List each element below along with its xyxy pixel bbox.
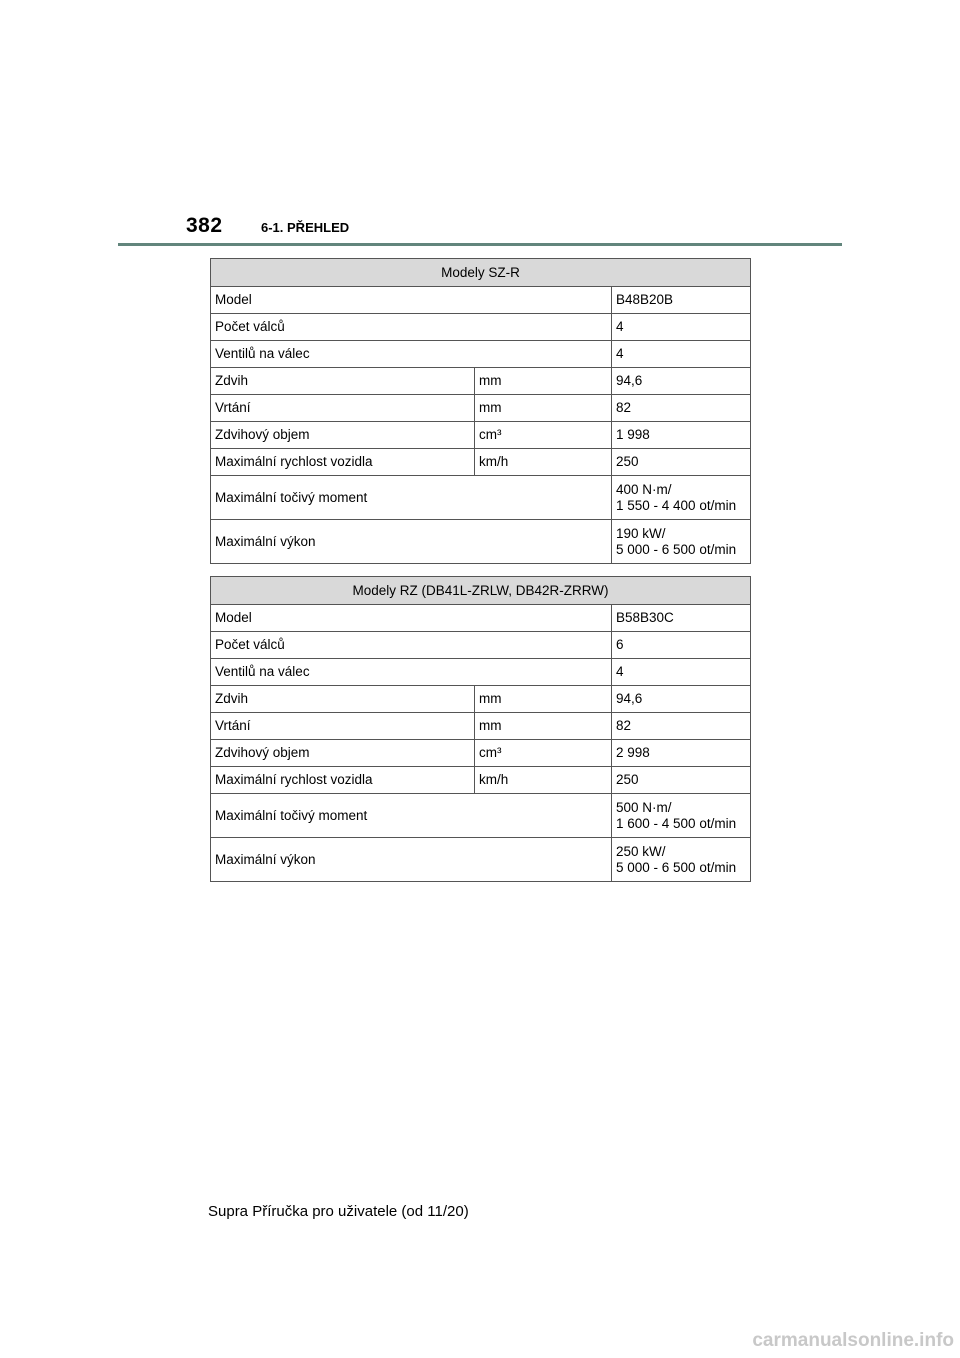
row-label: Maximální točivý moment <box>211 794 612 838</box>
table-row <box>211 287 751 314</box>
table-row <box>211 605 751 632</box>
row-value: 1 998 <box>612 422 751 449</box>
row-label: Vrtání <box>211 713 475 740</box>
row-value: 94,6 <box>612 686 751 713</box>
row-value: 4 <box>612 659 751 686</box>
table-row <box>211 713 751 740</box>
table-row <box>211 314 751 341</box>
header-divider <box>118 243 842 246</box>
row-label: Ventilů na válec <box>211 341 612 368</box>
row-label: Maximální rychlost vozidla <box>211 449 475 476</box>
row-value-line1: 190 kW/ <box>616 525 666 541</box>
row-unit: mm <box>475 686 612 713</box>
row-value <box>612 794 751 838</box>
row-label: Maximální výkon <box>211 838 612 882</box>
row-unit: mm <box>475 368 612 395</box>
row-value-line2: 5 000 - 6 500 ot/min <box>616 859 737 875</box>
row-value: 250 <box>612 767 751 794</box>
row-value-line1: 400 N·m/ <box>616 481 672 497</box>
row-unit: cm³ <box>475 740 612 767</box>
row-value-line2: 1 550 - 4 400 ot/min <box>616 497 737 513</box>
row-value: 82 <box>612 713 751 740</box>
row-value-line2: 5 000 - 6 500 ot/min <box>616 541 737 557</box>
row-label: Model <box>211 605 612 632</box>
row-label: Zdvihový objem <box>211 422 475 449</box>
spec-table-rz <box>210 576 751 882</box>
row-value <box>612 476 751 520</box>
spec-table-sz-r <box>210 258 751 564</box>
table-row <box>211 659 751 686</box>
table-title: Modely SZ-R <box>211 259 751 287</box>
row-value-line2: 1 600 - 4 500 ot/min <box>616 815 737 831</box>
table-row <box>211 368 751 395</box>
table-row <box>211 449 751 476</box>
row-unit: mm <box>475 713 612 740</box>
row-label: Počet válců <box>211 632 612 659</box>
row-value: 4 <box>612 341 751 368</box>
table-row <box>211 341 751 368</box>
watermark: carmanualsonline.info <box>752 1330 954 1351</box>
row-label: Ventilů na válec <box>211 659 612 686</box>
row-label: Maximální točivý moment <box>211 476 612 520</box>
row-label: Maximální rychlost vozidla <box>211 767 475 794</box>
row-unit: km/h <box>475 449 612 476</box>
row-label: Model <box>211 287 612 314</box>
page-number: 382 <box>186 214 223 237</box>
table-row <box>211 395 751 422</box>
table-row <box>211 632 751 659</box>
row-unit: cm³ <box>475 422 612 449</box>
table-row <box>211 520 751 564</box>
row-value <box>612 838 751 882</box>
row-label: Zdvihový objem <box>211 740 475 767</box>
row-value-line1: 500 N·m/ <box>616 799 672 815</box>
row-value: 82 <box>612 395 751 422</box>
row-value: 6 <box>612 632 751 659</box>
row-unit: km/h <box>475 767 612 794</box>
row-label: Zdvih <box>211 686 475 713</box>
table-row <box>211 794 751 838</box>
table-row <box>211 686 751 713</box>
table-row <box>211 767 751 794</box>
row-value <box>612 520 751 564</box>
table-row <box>211 422 751 449</box>
row-value: 2 998 <box>612 740 751 767</box>
row-value: 4 <box>612 314 751 341</box>
table-row <box>211 740 751 767</box>
row-label: Zdvih <box>211 368 475 395</box>
footer-manual-title: Supra Příručka pro uživatele (od 11/20) <box>208 1203 469 1220</box>
section-title: 6-1. PŘEHLED <box>261 220 350 235</box>
row-value: B48B20B <box>612 287 751 314</box>
table-row <box>211 476 751 520</box>
table-title: Modely RZ (DB41L-ZRLW, DB42R-ZRRW) <box>211 577 751 605</box>
row-value: B58B30C <box>612 605 751 632</box>
row-label: Počet válců <box>211 314 612 341</box>
table-row <box>211 838 751 882</box>
row-value: 94,6 <box>612 368 751 395</box>
row-value-line1: 250 kW/ <box>616 843 666 859</box>
row-label: Vrtání <box>211 395 475 422</box>
row-value: 250 <box>612 449 751 476</box>
row-label: Maximální výkon <box>211 520 612 564</box>
row-unit: mm <box>475 395 612 422</box>
